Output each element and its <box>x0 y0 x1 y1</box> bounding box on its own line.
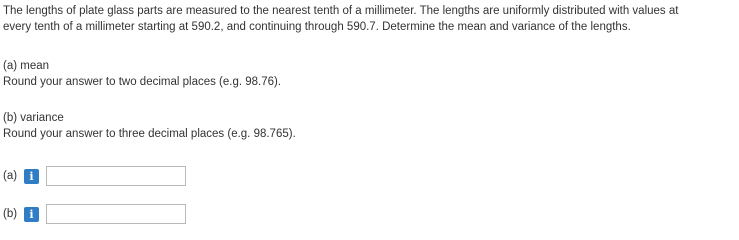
part-a-instruction: Round your answer to two decimal places (e.g. 98.76). <box>3 76 282 88</box>
problem-statement <box>3 3 735 35</box>
info-icon[interactable]: i <box>24 169 39 184</box>
part-b-label: (b) variance <box>3 112 64 124</box>
part-a-label: (a) mean <box>3 60 50 72</box>
part-b-instruction: Round your answer to three decimal places (e.g. 98.765). <box>3 128 296 140</box>
problem-text-line-2: every tenth of a millimeter starting at 590.2, and continuing through 590.7. Determine the mean and variance of the lengths. <box>3 21 631 33</box>
problem-text-line-1: The lengths of plate glass parts are measured to the nearest tenth of a millimeter. The lengths are uniformly distributed with values at <box>3 5 679 17</box>
info-icon[interactable]: i <box>24 207 39 222</box>
answer-row-b <box>3 202 186 226</box>
answer-a-input[interactable] <box>46 166 186 186</box>
answer-row-a <box>3 164 186 188</box>
answer-b-label: (b) <box>3 208 18 220</box>
answer-b-input[interactable] <box>46 204 186 224</box>
answer-a-label: (a) <box>3 170 18 182</box>
